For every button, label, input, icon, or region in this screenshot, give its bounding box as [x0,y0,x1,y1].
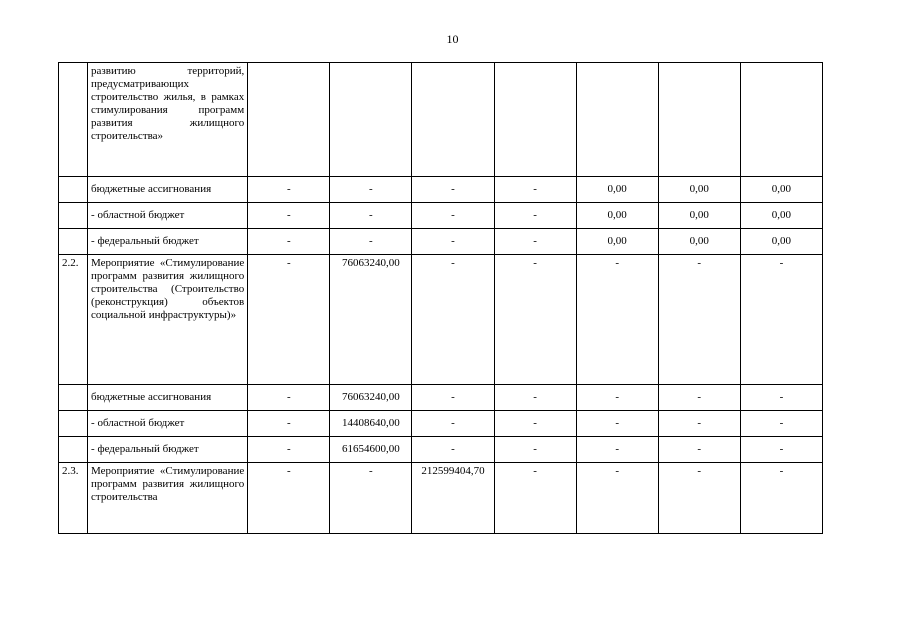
description-cell: бюджетные ассигнования [88,177,248,203]
budget-table [58,62,823,534]
description-cell: - областной бюджет [88,203,248,229]
description-cell: бюджетные ассигнования [88,385,248,411]
table-row [59,203,823,229]
value-cell: - [576,255,658,385]
value-cell: - [576,411,658,437]
value-cell: - [248,463,330,534]
value-cell: - [494,229,576,255]
row-number-cell [59,63,88,177]
value-cell: 0,00 [658,203,740,229]
table-row [59,255,823,385]
row-number-cell [59,229,88,255]
table-row [59,63,823,177]
value-cell: - [248,229,330,255]
value-cell [658,63,740,177]
value-cell: 76063240,00 [330,255,412,385]
description-cell: - областной бюджет [88,411,248,437]
value-cell: - [658,463,740,534]
description-cell: - федеральный бюджет [88,229,248,255]
table-row [59,463,823,534]
value-cell: - [248,385,330,411]
value-cell: - [248,203,330,229]
value-cell: - [330,229,412,255]
page-number: 10 [446,32,459,46]
value-cell: - [412,177,494,203]
row-number-cell [59,385,88,411]
value-cell: - [494,437,576,463]
value-cell: - [576,463,658,534]
value-cell: 0,00 [576,229,658,255]
table-body [59,63,823,534]
value-cell: - [658,255,740,385]
value-cell: - [248,437,330,463]
value-cell [740,63,822,177]
table-row [59,385,823,411]
value-cell: - [494,203,576,229]
value-cell: - [658,385,740,411]
table-row [59,411,823,437]
value-cell: - [330,463,412,534]
value-cell: - [412,255,494,385]
value-cell: 0,00 [576,177,658,203]
value-cell: - [576,385,658,411]
value-cell: - [412,203,494,229]
value-cell: 0,00 [658,177,740,203]
value-cell: 61654600,00 [330,437,412,463]
value-cell: - [412,229,494,255]
row-number-cell [59,411,88,437]
value-cell: - [494,463,576,534]
row-number-cell: 2.3. [59,463,88,534]
value-cell: - [330,177,412,203]
table-row [59,229,823,255]
value-cell: - [658,437,740,463]
value-cell: - [412,437,494,463]
value-cell: 0,00 [740,177,822,203]
value-cell: - [576,437,658,463]
value-cell [248,63,330,177]
value-cell [412,63,494,177]
value-cell [576,63,658,177]
value-cell: - [412,385,494,411]
description-cell: развитию территорий, предусматривающих строительство жилья, в рамках стимулирования программ развития жилищного строительства» [88,63,248,177]
value-cell: - [494,255,576,385]
row-number-cell: 2.2. [59,255,88,385]
value-cell: - [248,255,330,385]
value-cell: - [658,411,740,437]
value-cell: - [740,437,822,463]
value-cell: - [740,463,822,534]
value-cell: 212599404,70 [412,463,494,534]
value-cell [330,63,412,177]
value-cell: - [740,385,822,411]
value-cell: 0,00 [740,229,822,255]
value-cell: - [494,385,576,411]
value-cell: - [248,177,330,203]
value-cell: - [330,203,412,229]
description-cell: Мероприятие «Стимулирование программ развития жилищного строительства (Строительство (реконструкция) объектов социальной инфраструктуры)» [88,255,248,385]
value-cell: - [740,411,822,437]
value-cell: 0,00 [658,229,740,255]
description-cell: - федеральный бюджет [88,437,248,463]
value-cell: - [494,411,576,437]
row-number-cell [59,203,88,229]
row-number-cell [59,177,88,203]
description-cell: Мероприятие «Стимулирование программ развития жилищного строительства [88,463,248,534]
table-row [59,177,823,203]
value-cell: - [494,177,576,203]
row-number-cell [59,437,88,463]
value-cell: - [248,411,330,437]
value-cell: 0,00 [576,203,658,229]
value-cell: - [412,411,494,437]
value-cell: 14408640,00 [330,411,412,437]
value-cell: 76063240,00 [330,385,412,411]
table-row [59,437,823,463]
value-cell: 0,00 [740,203,822,229]
value-cell: - [740,255,822,385]
value-cell [494,63,576,177]
